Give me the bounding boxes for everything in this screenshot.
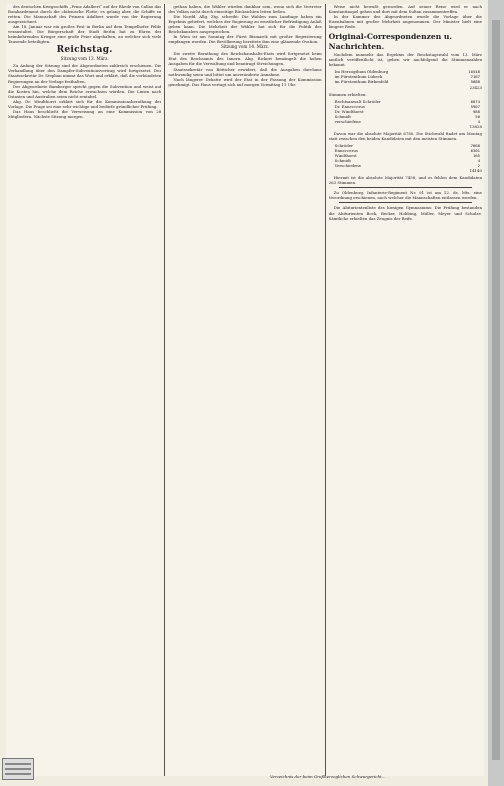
article-text: Nach längerer Debatte wird der Etat in der Fassung der Kommission genehmigt. Das Haus vertagt sich auf morgen Vormittag 11 Uhr. — [168, 76, 322, 87]
article-text: Davon war die absolute Majorität 6780. Die Stichwahl findet am Montag statt zwischen den beiden Kandidaten mit den meisten Stimmen. — [328, 130, 482, 141]
article-text: In Wien ist am Sonntag der Fürst Bismarck mit großer Begeisterung empfangen worden. Die Bevölkerung bereitete ihm eine glänzende Ovation. — [168, 34, 322, 45]
column-3 — [329, 4, 482, 776]
vote-row: Rechtsanwalt Schröder 6874 — [334, 98, 480, 104]
result-row: im Fürstenthum Lübeck 7187 — [334, 74, 480, 80]
result-sum: 23423 — [469, 84, 482, 90]
vote-row: Enneccerus 6301 — [334, 148, 480, 154]
article-text: Nachdem nunmehr das Ergebnis der Reichstagswahl vom 13. März amtlich veröffentlicht ist, geben wir nachfolgend die Stimmenzahlen bekannt. — [328, 52, 482, 68]
vote-row: Dr. Enneccerus 5907 — [334, 103, 480, 109]
article-text: Die Nordd. Allg. Ztg. schreibt: Die Wahlen zum Landtage haben ein Ergebnis geliefert, welches der Regierung zu ernstlicher Befriedigung Anlaß geben kann. Die Mehrheit der Wähler hat sich für die Politik des Reichskanzlers ausgesprochen. — [168, 14, 322, 35]
article-text: Weise nicht bewußt geworden. Auf seiner Reise wird er nach Konstantinopel gehen und dort mit dem Sultan zusammentreffen. — [328, 4, 482, 15]
section-heading-correspondence: Original-Correspondenzen u. Nachrichten. — [328, 32, 453, 52]
scan-edge — [488, 0, 504, 786]
section-heading-reichstag: Reichstag. — [56, 45, 113, 56]
votes-title: Stimmen erhielten: — [328, 91, 367, 97]
separator-line — [339, 187, 472, 188]
separator-line — [339, 202, 472, 203]
article-text: gethan haben, die Wähler würden dankbar sein, wenn sich die Vertreter des Volkes nicht durch einseitige Rücksichten leiten ließen. — [168, 4, 322, 15]
newspaper-page — [6, 4, 484, 776]
vote-row: Dr. Windthorst 988 — [334, 108, 480, 114]
library-stamp-icon — [2, 758, 34, 780]
article-text: des deutschen Kriegsschiffs „Prinz Adalbert“ auf der Rhede von Callao das Bombardement durch die chilenische Flotte; es gelang aber, die Schiffe zu retten. Die Mannschaft des Prinzen Adalbert wurde von der Regierung ausgezeichnet. — [8, 4, 162, 25]
article-text: Staatssekretär von Bötticher erwidert, daß die Ausgaben durchaus nothwendig seien und bittet um unveränderte Annahme. — [168, 66, 322, 77]
votes-list — [335, 99, 482, 129]
results-list — [335, 69, 482, 89]
vote-row: verschiedene 4 — [334, 118, 480, 124]
article-text: Das Haus beschließt die Verweisung an eine Kommission von 28 Mitgliedern. Nächste Sitzung morgen. — [8, 108, 162, 119]
dateline: Sitzung vom 13. März. — [60, 56, 109, 62]
vote-row: Schmidt 4 — [334, 158, 480, 164]
votes2-list — [335, 143, 482, 173]
article-text: Zu Oldenburg, Infanterie-Regiment Nr. 91 ist am 12. ds. Mts. eine Verordnung erschienen, nach welcher die Mannschaften entlassen werden. — [328, 190, 482, 201]
column-divider — [325, 4, 326, 776]
result-row: Im Herzogthum Oldenburg 10548 — [334, 69, 480, 75]
article-text: Die Abiturientenliste des hiesigen Gymnasiums: Die Prüfung bestanden die Abiturienten Bock, Becker, Hobbing, Müller, Meyer und Schulze. Sämtliche erhielten das Zeugnis der Reife. — [328, 205, 482, 221]
vote-row: Schmidt 50 — [334, 113, 480, 119]
votes2-sum: 14140 — [469, 168, 482, 174]
votes-sum: 13828 — [469, 123, 482, 129]
article-text: Zu Anfang der Sitzung sind die Abgeordneten zahlreich erschienen. Die Verhandlung über den Dampfer-Subventionsvertrag wird fortgesetzt. Der Staatssekretär Dr. Stephan nimmt das Wort und erklärt, daß die verbündeten Regierungen an der Vorlage festhalten. — [8, 63, 162, 84]
article-text: Die zweite Berathung des Reichshaushalts-Etats wird fortgesetzt beim Etat des Reichsamts des Innern. Abg. Rickert bemängelt die hohen Ausgaben für die Verwaltung und beantragt Streichungen. — [168, 51, 322, 67]
article-text: Am 18. Januar war ein großes Fest in Berlin auf dem Tempelhofer Felde veranstaltet. Die Bürgerschaft der Stadt Berlin hat zu Ehren der heimkehrenden Krieger eine große Feier abgehalten, an welcher sich viele Tausende beteiligten. — [8, 24, 162, 45]
article-text: Der Abgeordnete Bamberger spricht gegen die Subvention und weist auf die Kosten hin, welche dem Reiche erwachsen würden. Die Linien nach Ostasien und Australien seien nicht rentabel. — [8, 83, 162, 99]
column-2 — [168, 4, 321, 776]
result-row: im Fürstenthum Birkenfeld 5688 — [334, 79, 480, 85]
article-text: Abg. Dr. Windthorst erklärt sich für die Kommissionsberathung der Vorlage. Die Frage sei eine sehr wichtige und bedürfe gründlicher Prüfung. — [8, 98, 162, 109]
column-1 — [8, 4, 161, 776]
vote-row: Verschiedene 2 — [334, 163, 480, 169]
column-divider — [164, 4, 165, 776]
footer-note: Verzeichnis der beim Großherzoglichen Schwurgericht… — [270, 774, 386, 779]
vote-row: Windthorst 165 — [334, 153, 480, 159]
article-text: Hiermit ist die absolute Majorität 7458, und es fehlen dem Kandidaten 263 Stimmen. — [328, 175, 482, 186]
dateline: Sitzung vom 14. März. — [220, 44, 269, 50]
vote-row: Schröder 7668 — [334, 142, 480, 148]
article-text: In der Kammer der Abgeordneten wurde die Vorlage über die Eisenbahnen mit großer Mehrheit angenommen. Der Minister hielt eine längere Rede. — [328, 14, 482, 30]
